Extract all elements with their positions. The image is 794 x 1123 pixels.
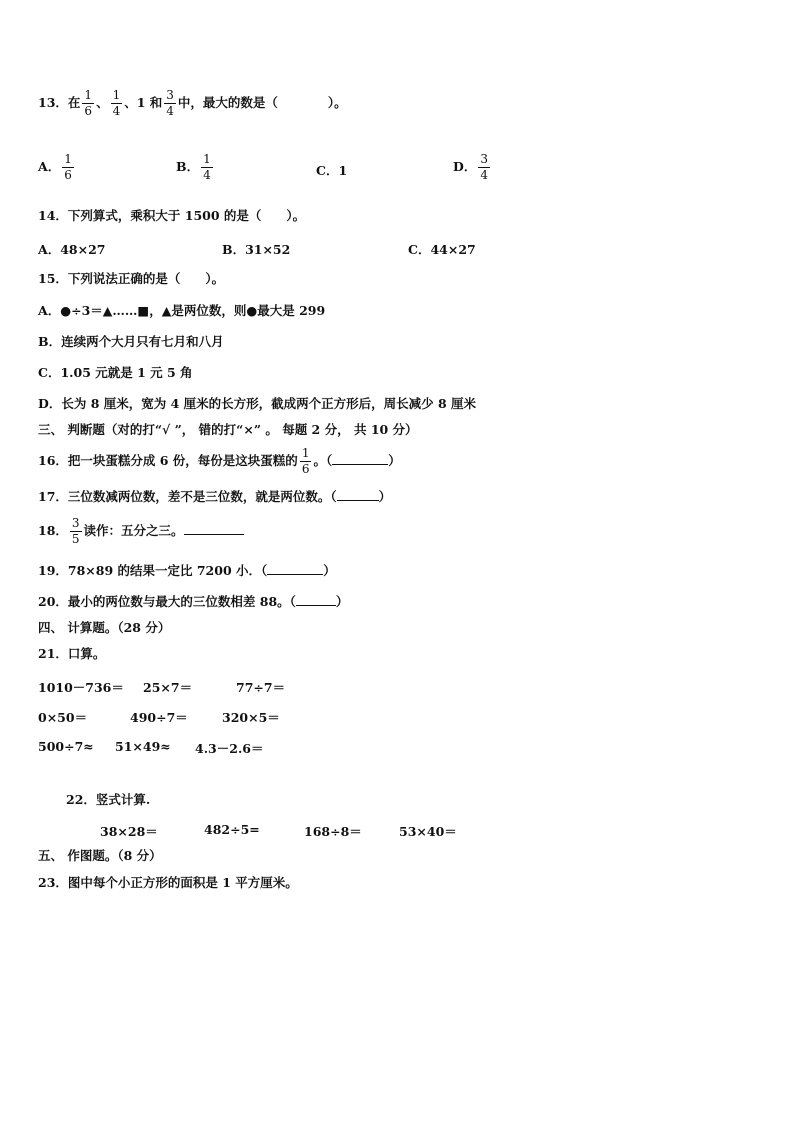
option-label: A． <box>38 159 61 174</box>
q13-post: 中，最大的数是（ ）。 <box>177 95 347 110</box>
q20-answer-blank[interactable] <box>296 594 336 606</box>
denominator: 4 <box>166 104 174 118</box>
q23-stem: 23．图中每个小正方形的面积是 1 平方厘米。 <box>38 875 298 890</box>
q19 <box>38 563 336 579</box>
numerator: 1 <box>203 152 211 166</box>
denominator: 4 <box>203 168 211 182</box>
q20 <box>38 594 348 610</box>
q20-close: ） <box>335 594 349 609</box>
q22-item: 38×28＝ <box>100 824 158 839</box>
q13-stem <box>38 88 347 119</box>
numerator: 3 <box>166 88 174 102</box>
q19-close: ） <box>323 563 336 578</box>
denominator: 6 <box>64 168 72 182</box>
q13-sep-1: 、 <box>96 95 109 110</box>
q15-option-d[interactable]: D．长为 8 厘米，宽为 4 厘米的长方形，截成两个正方形后，周长减少 8 厘米 <box>38 396 477 411</box>
q13-number: 13． <box>38 95 68 110</box>
q16-fraction <box>300 446 312 477</box>
q15-option-b[interactable]: B．连续两个大月只有七月和八月 <box>38 334 224 349</box>
q13-option-d[interactable] <box>453 152 492 183</box>
q16 <box>38 446 401 477</box>
q13-option-c[interactable] <box>316 161 347 179</box>
q21-item: 1010－736＝ <box>38 680 124 695</box>
denominator: 6 <box>84 104 93 118</box>
numerator: 3 <box>71 516 80 530</box>
numerator: 1 <box>301 446 310 460</box>
q13-option-a[interactable] <box>38 152 76 183</box>
q14-stem: 14．下列算式，乘积大于 1500 的是（ ）。 <box>38 208 306 223</box>
q18-answer-blank[interactable] <box>184 523 244 535</box>
q21-title: 21．口算。 <box>38 646 106 661</box>
q15-option-c[interactable]: C．1.05 元就是 1 元 5 角 <box>38 365 193 380</box>
denominator: 5 <box>71 532 80 546</box>
section-3-heading: 三、 判断题（对的打“√ ”， 错的打“×” 。 每题 2 分， 共 10 分） <box>38 422 418 437</box>
q17-answer-blank[interactable] <box>337 489 379 501</box>
q14-option-c[interactable]: C．44×27 <box>408 242 476 257</box>
q22-title: 22．竖式计算. <box>66 792 151 807</box>
numerator: 3 <box>480 152 488 166</box>
q13-option-b[interactable] <box>176 152 215 183</box>
q14-option-a[interactable]: A．48×27 <box>38 242 106 257</box>
option-fraction <box>62 152 74 183</box>
q17-text: 17．三位数减两位数，差不是三位数，就是两位数。（ <box>38 489 337 504</box>
q21-item: 77÷7＝ <box>236 680 286 695</box>
numerator: 1 <box>112 88 121 102</box>
q18-number: 18． <box>38 523 68 538</box>
option-label: B． <box>176 159 200 174</box>
q18-fraction <box>70 516 82 547</box>
denominator: 4 <box>112 104 121 118</box>
q21-item: 25×7＝ <box>143 680 193 695</box>
option-text: 1 <box>338 163 348 178</box>
q21-item: 0×50＝ <box>38 710 88 725</box>
q22-item: 168÷8＝ <box>304 824 362 839</box>
q21-item: 4.3－2.6＝ <box>195 741 264 756</box>
option-label: D． <box>453 159 477 174</box>
q22-item: 53×40＝ <box>399 824 457 839</box>
q21-item: 490÷7＝ <box>130 710 188 725</box>
numerator: 1 <box>64 152 72 166</box>
q13-fraction-1 <box>82 88 94 119</box>
q17-close: ） <box>378 489 392 504</box>
q15-option-a[interactable]: A．●÷3＝▲……■，▲是两位数，则●最大是 299 <box>38 303 326 318</box>
q13-pre: 在 <box>67 95 81 110</box>
denominator: 4 <box>480 168 488 182</box>
q14-option-b[interactable]: B．31×52 <box>222 242 291 257</box>
q13-sep-2: 、1 和 <box>124 95 163 110</box>
q13-fraction-3 <box>164 88 176 119</box>
q16-text: 16．把一块蛋糕分成 6 份，每份是这块蛋糕的 <box>38 453 298 468</box>
q20-text: 20．最小的两位数与最大的三位数相差 88。（ <box>38 594 296 609</box>
q16-answer-blank[interactable] <box>332 453 388 465</box>
q21-item: 500÷7≈ <box>38 739 94 754</box>
numerator: 1 <box>84 88 93 102</box>
q17 <box>38 489 391 505</box>
q16-close: ） <box>388 453 401 468</box>
q15-stem: 15．下列说法正确的是（ ）。 <box>38 271 225 286</box>
q21-item: 51×49≈ <box>115 739 171 754</box>
option-fraction <box>478 152 490 183</box>
q16-post: 。（ <box>313 453 333 468</box>
section-5-heading: 五、 作图题。（8 分） <box>38 848 162 863</box>
option-label: C． <box>316 163 339 178</box>
option-fraction <box>201 152 213 183</box>
q19-text: 19．78×89 的结果一定比 7200 小．（ <box>38 563 268 578</box>
q19-answer-blank[interactable] <box>267 563 323 575</box>
q18 <box>38 516 244 547</box>
q21-item: 320×5＝ <box>222 710 280 725</box>
section-4-heading: 四、 计算题。（28 分） <box>38 620 171 635</box>
q22-item: 482÷5= <box>204 822 260 837</box>
denominator: 6 <box>301 462 310 476</box>
q13-fraction-2 <box>111 88 123 119</box>
q18-text: 读作：五分之三。 <box>83 523 184 538</box>
